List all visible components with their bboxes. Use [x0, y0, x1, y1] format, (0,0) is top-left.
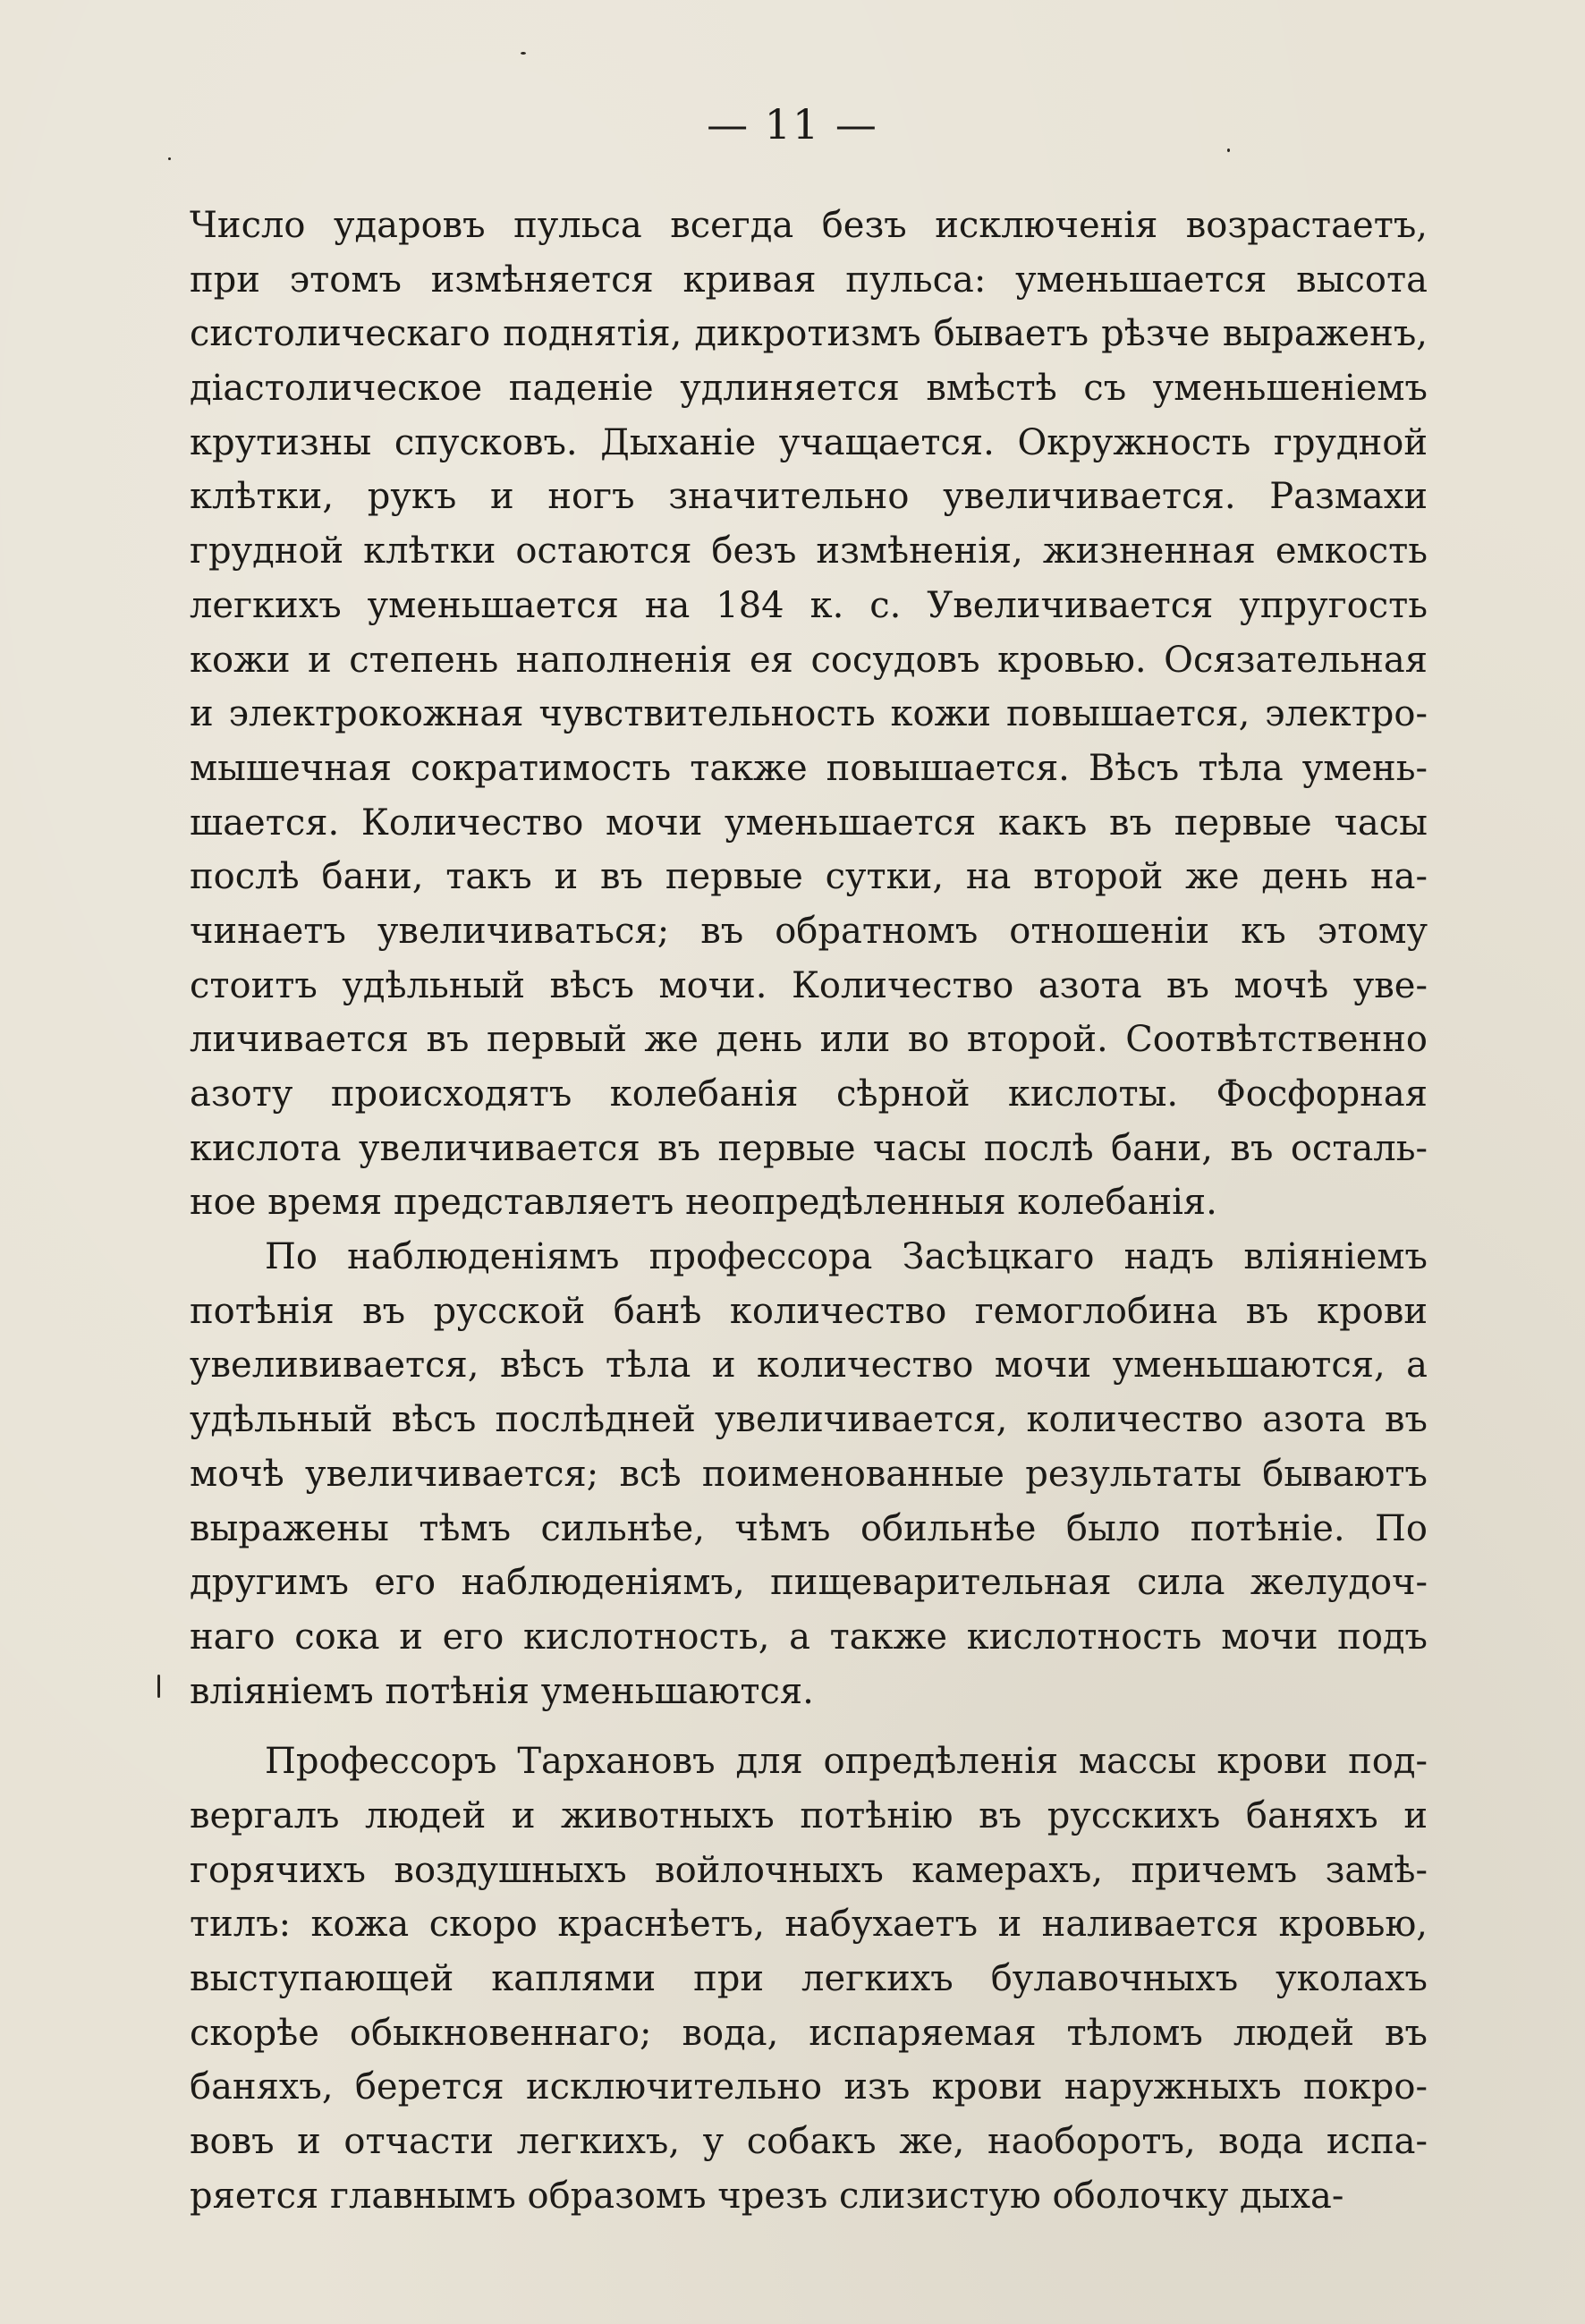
text-line: стоитъ удѣльный вѣсъ мочи. Количество азота въ мочѣ уве- — [190, 964, 1428, 1006]
text-line: другимъ его наблюденіямъ, пищеварительная сила желудоч- — [190, 1562, 1428, 1604]
text-line: потѣнія въ русской банѣ количество гемоглобина въ крови — [190, 1290, 1428, 1332]
text-line: послѣ бани, такъ и въ первые сутки, на второй же день на- — [190, 856, 1428, 898]
text-line: ряется главнымъ образомъ чрезъ слизистую оболочку дыха- — [190, 2175, 1344, 2217]
body-text — [190, 199, 1428, 2223]
text-line: скорѣе обыкновеннаго; вода, испаряемая тѣломъ людей въ — [190, 2012, 1428, 2054]
text-line: мочѣ увеличивается; всѣ поименованные результаты бываютъ — [190, 1453, 1428, 1495]
scan-speck — [521, 52, 526, 55]
text-line: Профессоръ Тархановъ для опредѣленія массы крови под- — [265, 1741, 1428, 1783]
text-line: вліяніемъ потѣнія уменьшаются. — [190, 1670, 814, 1712]
text-line: шается. Количество мочи уменьшается какъ въ первые часы — [190, 802, 1428, 844]
text-line: ное время представляетъ неопредѣленныя колебанія. — [190, 1182, 1217, 1224]
text-line: мышечная сократимость также повышается. Вѣсъ тѣла умень- — [190, 747, 1428, 789]
text-line: діастолическое паденіе удлиняется вмѣстѣ съ уменьшеніемъ — [190, 368, 1428, 410]
text-line: горячихъ воздушныхъ войлочныхъ камерахъ, причемъ замѣ- — [190, 1849, 1428, 1891]
text-line: выражены тѣмъ сильнѣе, чѣмъ обильнѣе было потѣніе. По — [190, 1507, 1428, 1549]
page-number: — 11 — — [707, 100, 878, 148]
text-line: систолическаго поднятія, дикротизмъ бываетъ рѣзче выраженъ, — [190, 313, 1428, 355]
scan-speck — [168, 157, 171, 160]
text-line: чинаетъ увеличиваться; въ обратномъ отношеніи къ этому — [190, 910, 1428, 952]
paragraph — [190, 1735, 1428, 2223]
text-line: баняхъ, берется исключительно изъ крови наружныхъ покро- — [190, 2066, 1428, 2108]
text-line: при этомъ измѣняется кривая пульса: уменьшается высота — [190, 259, 1428, 301]
text-line: грудной клѣтки остаются безъ измѣненія, жизненная емкость — [190, 530, 1428, 573]
text-line: личивается въ первый же день или во второй. Соотвѣтственно — [190, 1019, 1428, 1061]
text-line: По наблюденіямъ профессора Засѣцкаго надъ вліяніемъ — [265, 1236, 1428, 1278]
text-line: легкихъ уменьшается на 184 к. с. Увеличивается упругость — [190, 584, 1428, 626]
text-line: Число ударовъ пульса всегда безъ исключенія возрастаетъ, — [190, 205, 1428, 246]
text-line: крутизны спусковъ. Дыханіе учащается. Окружность грудной — [190, 421, 1428, 463]
text-line: и электрокожная чувствительность кожи повышается, электро- — [190, 693, 1428, 735]
text-line: выступающей каплями при легкихъ булавочныхъ уколахъ — [190, 1958, 1428, 1999]
paragraph-gap — [190, 1718, 1428, 1735]
text-line: клѣтки, рукъ и ногъ значительно увеличивается. Размахи — [190, 476, 1428, 518]
scan-speck — [1227, 148, 1230, 152]
text-line: вергалъ людей и животныхъ потѣнію въ русскихъ баняхъ и — [190, 1794, 1428, 1836]
text-line: азоту происходятъ колебанія сѣрной кислоты. Фосфорная — [190, 1073, 1428, 1115]
text-line: кожи и степень наполненія ея сосудовъ кровью. Осязательная — [190, 639, 1428, 681]
paragraph — [190, 199, 1428, 1230]
paragraph — [190, 1230, 1428, 1718]
text-line: кислота увеличивается въ первые часы послѣ бани, въ осталь- — [190, 1127, 1428, 1169]
text-line: удѣльный вѣсъ послѣдней увеличивается, количество азота въ — [190, 1399, 1428, 1441]
scan-speck — [157, 1675, 160, 1698]
text-line: наго сока и его кислотность, а также кислотность мочи подъ — [190, 1616, 1428, 1658]
text-line: увелививается, вѣсъ тѣла и количество мочи уменьшаются, а — [190, 1344, 1428, 1387]
text-line: вовъ и отчасти легкихъ, у собакъ же, наоборотъ, вода испа- — [190, 2121, 1428, 2163]
text-line: тилъ: кожа скоро краснѣетъ, набухаетъ и наливается кровью, — [190, 1904, 1428, 1946]
